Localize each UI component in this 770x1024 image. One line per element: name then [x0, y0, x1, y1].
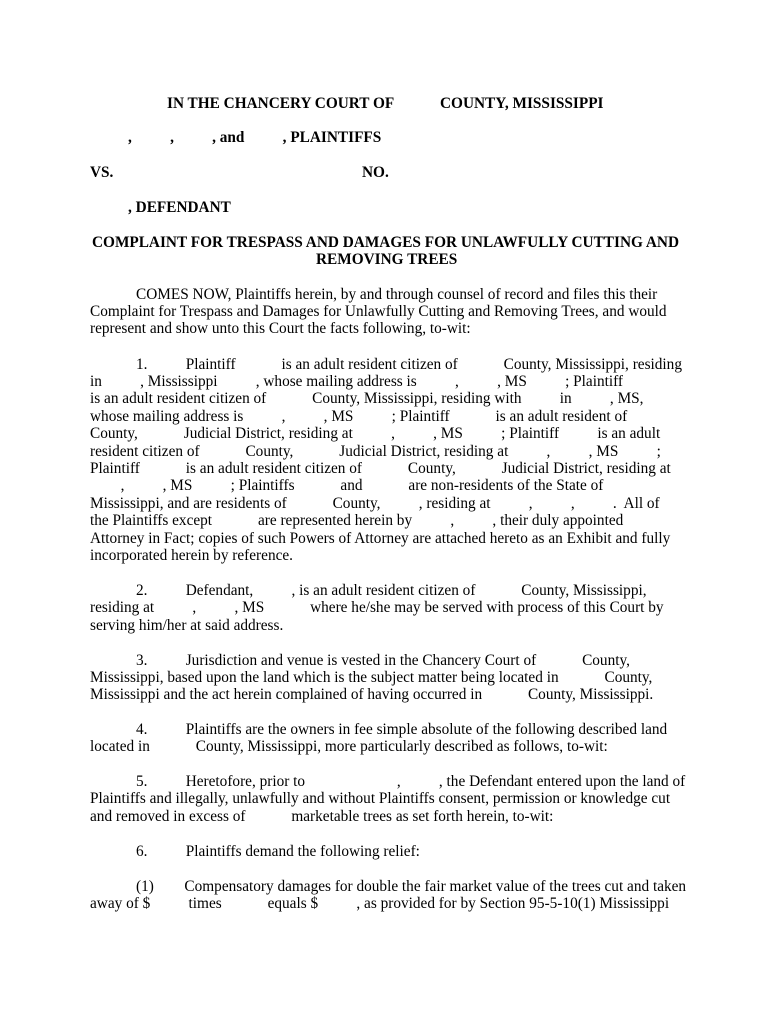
- p1-line: Plaintiff is an adult resident citizen of County, Judicial District, residing at: [90, 460, 671, 477]
- p1-line: 1. Plaintiff is an adult resident citizen of County, Mississippi, residing: [136, 356, 682, 373]
- plaintiffs-line: , , , and , PLAINTIFFS: [128, 129, 382, 146]
- p1-line: resident citizen of County, Judicial District, residing at , , MS ;: [90, 443, 661, 460]
- relief-item-line: away of $ times equals $ , as provided for by Section 95-5-10(1) Mississippi: [90, 895, 670, 912]
- p1-line: whose mailing address is , , MS ; Plaintiff is an adult resident of: [90, 408, 628, 425]
- p3-line: Mississippi, based upon the land which is the subject matter being located in County,: [90, 669, 653, 686]
- p1-line: Mississippi, and are residents of County, , residing at , , . All of: [90, 495, 660, 512]
- p2-line: serving him/her at said address.: [90, 617, 284, 634]
- p5-line: Plaintiffs and illegally, unlawfully and without Plaintiffs consent, permission or knowledge cut: [90, 790, 671, 807]
- p1-line: is an adult resident citizen of County, Mississippi, residing with in , MS,: [90, 390, 644, 407]
- county-state: COUNTY, MISSISSIPPI: [440, 95, 604, 112]
- p5-line: and removed in excess of marketable trees as set forth herein, to-wit:: [90, 808, 554, 825]
- p5-line: 5. Heretofore, prior to , , the Defendant entered upon the land of: [136, 773, 686, 790]
- intro-line: represent and show unto this Court the facts following, to-wit:: [90, 320, 471, 337]
- p4-line: located in County, Mississippi, more particularly described as follows, to-wit:: [90, 738, 608, 755]
- defendant-line: , DEFENDANT: [128, 199, 231, 216]
- intro-line: COMES NOW, Plaintiffs herein, by and through counsel of record and files this their: [136, 286, 658, 303]
- p2-line: 2. Defendant, , is an adult resident citizen of County, Mississippi,: [136, 582, 647, 599]
- p1-line: , , MS ; Plaintiffs and are non-residents of the State of: [90, 477, 604, 494]
- p2-line: residing at , , MS where he/she may be served with process of this Court by: [90, 599, 664, 616]
- intro-line: Complaint for Trespass and Damages for Unlawfully Cutting and Removing Trees, and would: [90, 303, 667, 320]
- court-name: IN THE CHANCERY COURT OF: [167, 95, 395, 112]
- title-line-2: REMOVING TREES: [316, 251, 458, 268]
- p3-line: Mississippi and the act herein complained of having occurred in County, Mississippi.: [90, 686, 654, 703]
- p6-line: 6. Plaintiffs demand the following relief:: [136, 843, 420, 860]
- case-number-label: NO.: [362, 164, 389, 181]
- p1-line: in , Mississippi , whose mailing address is , , MS ; Plaintiff: [90, 373, 624, 390]
- relief-item-line: (1) Compensatory damages for double the fair market value of the trees cut and taken: [136, 878, 687, 895]
- p1-line: County, Judicial District, residing at , , MS ; Plaintiff is an adult: [90, 425, 661, 442]
- title-line-1: COMPLAINT FOR TRESPASS AND DAMAGES FOR UNLAWFULLY CUTTING AND: [92, 234, 680, 251]
- vs-label: VS.: [90, 164, 114, 181]
- p1-line: incorporated herein by reference.: [90, 547, 293, 564]
- p4-line: 4. Plaintiffs are the owners in fee simple absolute of the following described land: [136, 721, 668, 738]
- p1-line: the Plaintiffs except are represented herein by , , their duly appointed: [90, 512, 624, 529]
- p3-line: 3. Jurisdiction and venue is vested in the Chancery Court of County,: [136, 652, 630, 669]
- p1-line: Attorney in Fact; copies of such Powers of Attorney are attached hereto as an Exhibit and fully: [90, 530, 671, 547]
